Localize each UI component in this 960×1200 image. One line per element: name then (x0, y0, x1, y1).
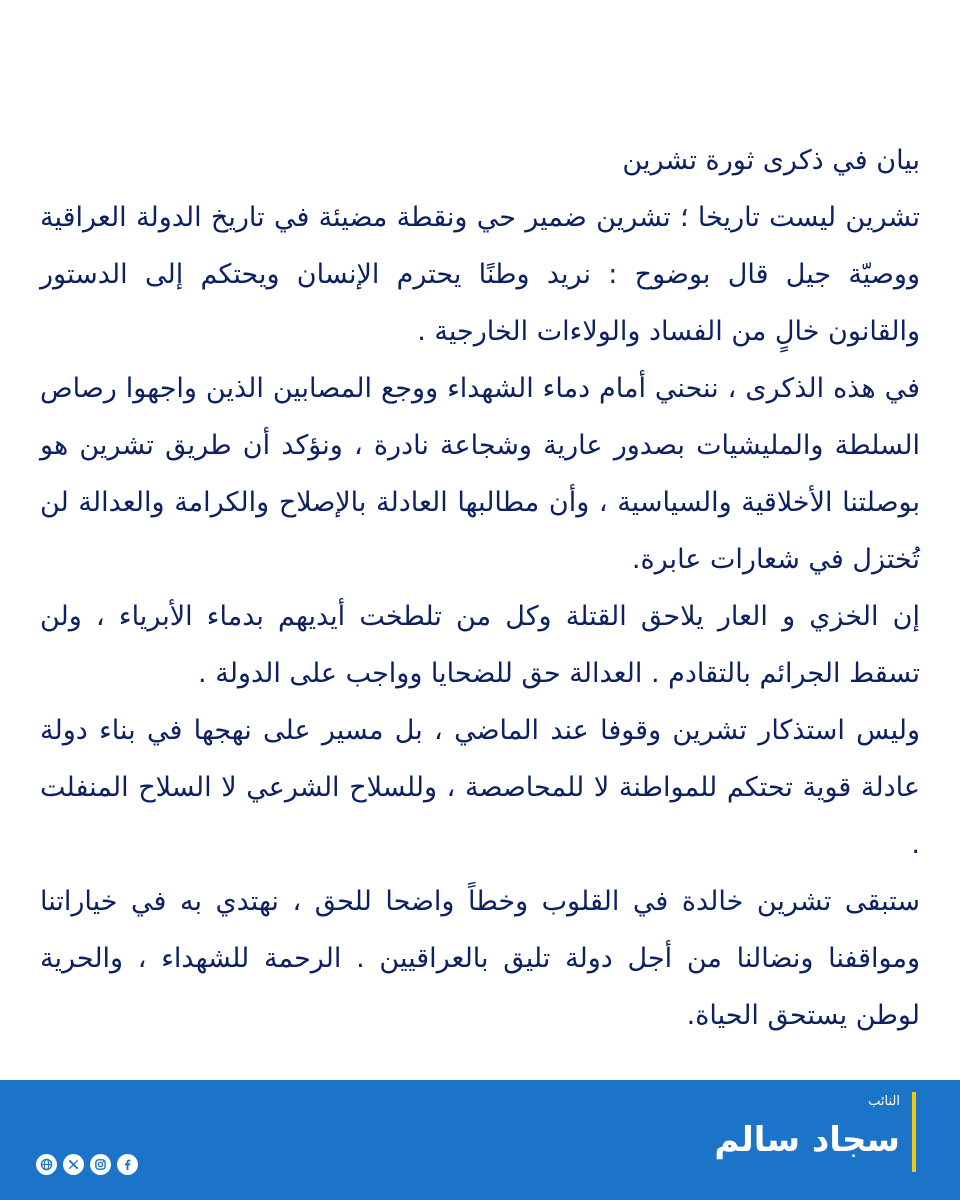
statement-paragraph: في هذه الذكرى ، ننحني أمام دماء الشهداء ووجع المصابين الذين واجهوا رصاص السلطة والمليشيات بصدور عارية وشجاعة نادرة ، ونؤكد أن طريق تشرين هو بوصلتنا الأخلاقية والسياسية ، وأن مطالبها العادلة بالإصلاح والكرامة والعدالة لن تُختزل في شعارات عابرة. (40, 373, 920, 575)
social-links (36, 1154, 138, 1175)
facebook-icon[interactable] (117, 1154, 138, 1175)
statement-paragraph: تشرين ليست تاريخا ؛ تشرين ضمير حي ونقطة مضيئة في تاريخ الدولة العراقية ووصيّة جيل قال بوضوح : نريد وطنًا يحترم الإنسان ويحتكم إلى الدستور والقانون خالٍ من الفساد والولاءات الخارجية . (40, 202, 920, 347)
instagram-icon[interactable] (90, 1154, 111, 1175)
footer-banner (0, 1080, 960, 1200)
statement-paragraph: وليس استذكار تشرين وقوفا عند الماضي ، بل مسير على نهجها في بناء دولة عادلة قوية تحتكم للمواطنة لا للمحاصصة ، وللسلاح الشرعي لا السلاح المنفلت . (40, 715, 920, 860)
statement-paragraph: ستبقى تشرين خالدة في القلوب وخطاً واضحا للحق ، نهتدي به في خياراتنا ومواقفنا ونضالنا من أجل دولة تليق بالعراقيين . الرحمة للشهداء ، والحرية لوطن يستحق الحياة. (40, 886, 920, 1031)
statement-paragraph: إن الخزي و العار يلاحق القتلة وكل من تلطخت أيديهم بدماء الأبرياء ، ولن تسقط الجرائم بالتقادم . العدالة حق للضحايا وواجب على الدولة . (40, 601, 920, 689)
member-name: سجاد سالم (714, 1120, 900, 1160)
x-icon[interactable] (63, 1154, 84, 1175)
globe-icon[interactable] (36, 1154, 57, 1175)
statement-title: بيان في ذكرى ثورة تشرين (622, 145, 920, 176)
member-title: النائب (868, 1094, 900, 1109)
statement-body (40, 132, 920, 1044)
accent-divider (912, 1092, 916, 1172)
